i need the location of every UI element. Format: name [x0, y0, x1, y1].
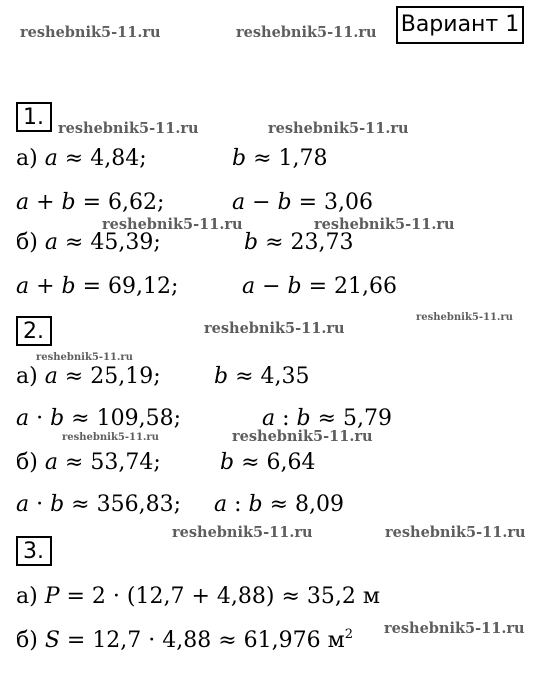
task1-b-line2 [16, 274, 536, 300]
task2-a-line2 [16, 406, 536, 432]
task2-b-value-a: б) 𝑎 ≈ 53,74; [16, 450, 161, 475]
task-number-2: 2. [16, 316, 52, 346]
watermark: reshebnik5-11.ru [102, 216, 243, 233]
watermark: reshebnik5-11.ru [20, 24, 161, 41]
task1-b-line1 [16, 230, 536, 256]
task1-a-value-b: 𝑏 ≈ 1,78 [232, 146, 328, 171]
task3-area-text: б) 𝑆 = 12,7 · 4,88 ≈ 61,976 м [16, 628, 345, 653]
task-number-3: 3. [16, 536, 52, 566]
watermark: reshebnik5-11.ru [36, 352, 133, 363]
task3-area [16, 628, 353, 654]
watermark: reshebnik5-11.ru [236, 24, 377, 41]
task1-b-sum: 𝑎 + 𝑏 = 69,12; [16, 274, 179, 299]
task2-b-line1 [16, 450, 536, 476]
task1-a-sum: 𝑎 + 𝑏 = 6,62; [16, 190, 165, 215]
task2-a-value-b: 𝑏 ≈ 4,35 [214, 364, 310, 389]
task1-b-value-b: 𝑏 ≈ 23,73 [244, 230, 354, 255]
watermark: reshebnik5-11.ru [204, 320, 345, 337]
watermark: reshebnik5-11.ru [172, 524, 313, 541]
watermark: reshebnik5-11.ru [416, 312, 513, 323]
task2-a-quotient: 𝑎 : 𝑏 ≈ 5,79 [262, 406, 393, 431]
task2-b-line2 [16, 492, 536, 518]
task-number-1: 1. [16, 102, 52, 132]
task3-area-exponent: 2 [344, 627, 354, 642]
task1-a-line2 [16, 190, 536, 216]
watermark: reshebnik5-11.ru [62, 432, 159, 443]
variant-label: Вариант 1 [396, 6, 524, 44]
task3-a-line [16, 584, 536, 610]
watermark: reshebnik5-11.ru [385, 524, 526, 541]
task2-b-value-b: 𝑏 ≈ 6,64 [220, 450, 316, 475]
task1-a-line1 [16, 146, 536, 172]
task1-b-diff: 𝑎 − 𝑏 = 21,66 [242, 274, 398, 299]
watermark: reshebnik5-11.ru [314, 216, 455, 233]
watermark: reshebnik5-11.ru [384, 620, 525, 637]
task2-b-product: 𝑎 · 𝑏 ≈ 356,83; [16, 492, 181, 517]
task2-a-product: 𝑎 · 𝑏 ≈ 109,58; [16, 406, 181, 431]
task1-b-value-a: б) 𝑎 ≈ 45,39; [16, 230, 161, 255]
watermark: reshebnik5-11.ru [58, 120, 199, 137]
task3-b-line [16, 628, 376, 654]
task2-a-line1 [16, 364, 536, 390]
task1-a-diff: 𝑎 − 𝑏 = 3,06 [232, 190, 374, 215]
watermark: reshebnik5-11.ru [232, 428, 373, 445]
task1-a-value-a: а) 𝑎 ≈ 4,84; [16, 146, 147, 171]
task2-a-value-a: а) 𝑎 ≈ 25,19; [16, 364, 161, 389]
task2-b-quotient: 𝑎 : 𝑏 ≈ 8,09 [214, 492, 345, 517]
task3-perimeter: а) 𝑃 = 2 · (12,7 + 4,88) ≈ 35,2 м [16, 584, 380, 609]
watermark: reshebnik5-11.ru [268, 120, 409, 137]
